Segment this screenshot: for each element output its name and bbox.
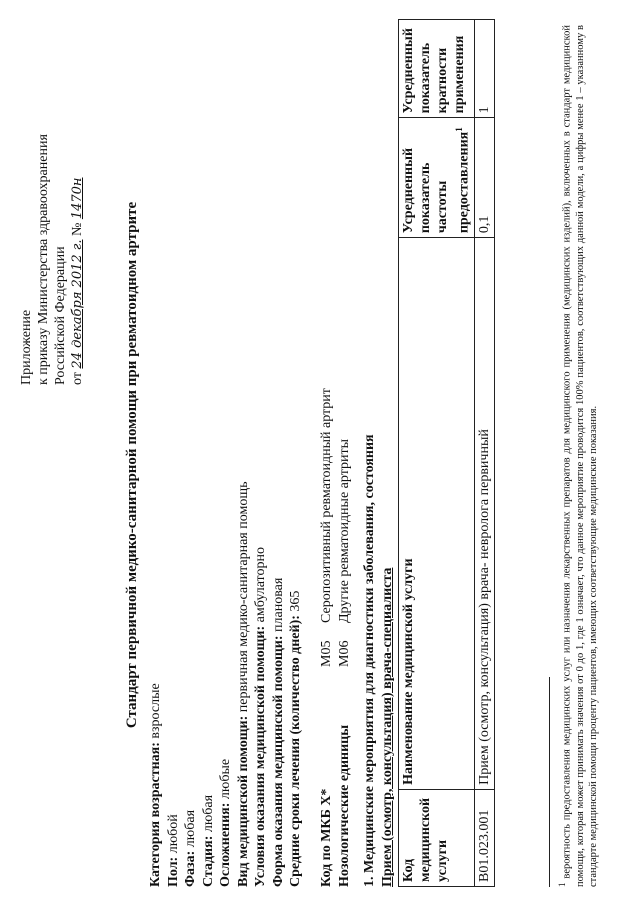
param-value: любая	[183, 809, 198, 848]
header-name: Наименование медицинской услуги	[399, 238, 475, 790]
section-heading: 1. Медицинские мероприятия для диагностики заболевания, состояния	[362, 434, 377, 887]
param-value: амбулаторно	[253, 547, 268, 623]
footnote-ref: 1	[454, 127, 464, 132]
param-label: Условия оказания медицинской помощи:	[253, 625, 268, 887]
param-label: Фаза:	[183, 850, 198, 887]
footnote	[556, 25, 600, 887]
handwritten-number: 1470н	[70, 177, 85, 220]
cell-name: Прием (осмотр, консультация) врача- невролога первичный	[474, 238, 494, 790]
param-label: Средние сроки лечения (количество дней):	[288, 615, 303, 887]
handwritten-date: 24 декабря 2012 г.	[70, 239, 85, 369]
icd-label: Код по МКБ X*	[319, 788, 334, 887]
param-stage	[200, 482, 218, 888]
param-value: любые	[218, 758, 233, 800]
cell-code: B01.023.001	[474, 789, 494, 886]
standard-parameters	[147, 482, 305, 888]
icd-row	[318, 388, 336, 887]
param-care-form	[270, 482, 288, 888]
appendix-line-2: к приказу Министерства здравоохранения	[36, 134, 51, 385]
param-value: плановая	[270, 577, 286, 632]
icd-row	[336, 388, 354, 887]
param-label: Стадия:	[200, 835, 216, 887]
cell-frequency: 0,1	[474, 118, 494, 238]
param-value: любая	[200, 794, 216, 833]
param-label: Пол:	[165, 856, 181, 887]
param-sex	[165, 482, 183, 888]
cell-multiplicity: 1	[474, 20, 494, 118]
table-header-row	[399, 20, 475, 887]
icd-name: Серопозитивный ревматоидный артрит	[319, 388, 334, 623]
header-multiplicity: Усредненный показатель кратности применения	[399, 20, 475, 118]
param-label: Форма оказания медицинской помощи:	[270, 635, 286, 887]
param-care-type	[235, 482, 253, 888]
param-value: первичная медико-санитарная помощь	[235, 481, 251, 713]
param-complications	[217, 482, 235, 888]
appendix-block	[18, 25, 86, 385]
param-value: любой	[165, 814, 181, 854]
header-frequency	[399, 118, 475, 238]
footnote-marker: 1	[557, 882, 567, 887]
icd-code: M06	[336, 640, 352, 667]
header-code: Код медицинской услуги	[399, 789, 475, 886]
subsection-heading: Прием (осмотр, консультация) врача-специалиста	[380, 567, 395, 887]
header-frequency-text: Усредненный показатель частоты предоставления	[401, 131, 472, 234]
param-label: Категория возрастная:	[148, 742, 163, 887]
param-label: Вид медицинской помощи:	[235, 715, 251, 887]
footnote-text: вероятность предоставления медицинских услуг или назначения лекарственных препаратов для медицинского применения (медицинских изделий), включенных в стандарт медицинской помощи, которая может принимать значения от 0 до 1, где 1 означает, что данное мероприятие проводится 100% пациентов, соответствующих данной модели, а цифры менее 1 – указанному в стандарте медицинской помощи проценту пациентов, имеющих соответствующие медицинские показания.	[561, 25, 599, 887]
table-row	[474, 20, 494, 887]
page-title: Стандарт первичной медико-санитарной помощи при ревматоидном артрите	[124, 201, 140, 729]
icd-name: Другие ревматоидные артриты	[336, 438, 352, 623]
footnote-divider	[549, 677, 550, 887]
param-duration	[287, 482, 305, 888]
appendix-line-1: Приложение	[19, 309, 34, 385]
appendix-from: от	[70, 372, 85, 385]
icd-code: M05	[319, 640, 334, 667]
param-label: Осложнения:	[218, 802, 233, 887]
icd-table	[318, 388, 353, 887]
icd-label-2: Нозологические единицы	[336, 724, 352, 887]
param-care-conditions	[252, 482, 270, 888]
param-value: 365	[288, 590, 303, 612]
appendix-line-4	[69, 25, 86, 385]
param-value: взрослые	[148, 683, 163, 739]
param-age	[147, 482, 165, 888]
appendix-line-3: Российской Федерации	[53, 246, 68, 385]
icd-block	[318, 388, 353, 887]
param-phase	[182, 482, 200, 888]
services-table	[398, 19, 495, 887]
appendix-number-label: №	[70, 222, 85, 237]
